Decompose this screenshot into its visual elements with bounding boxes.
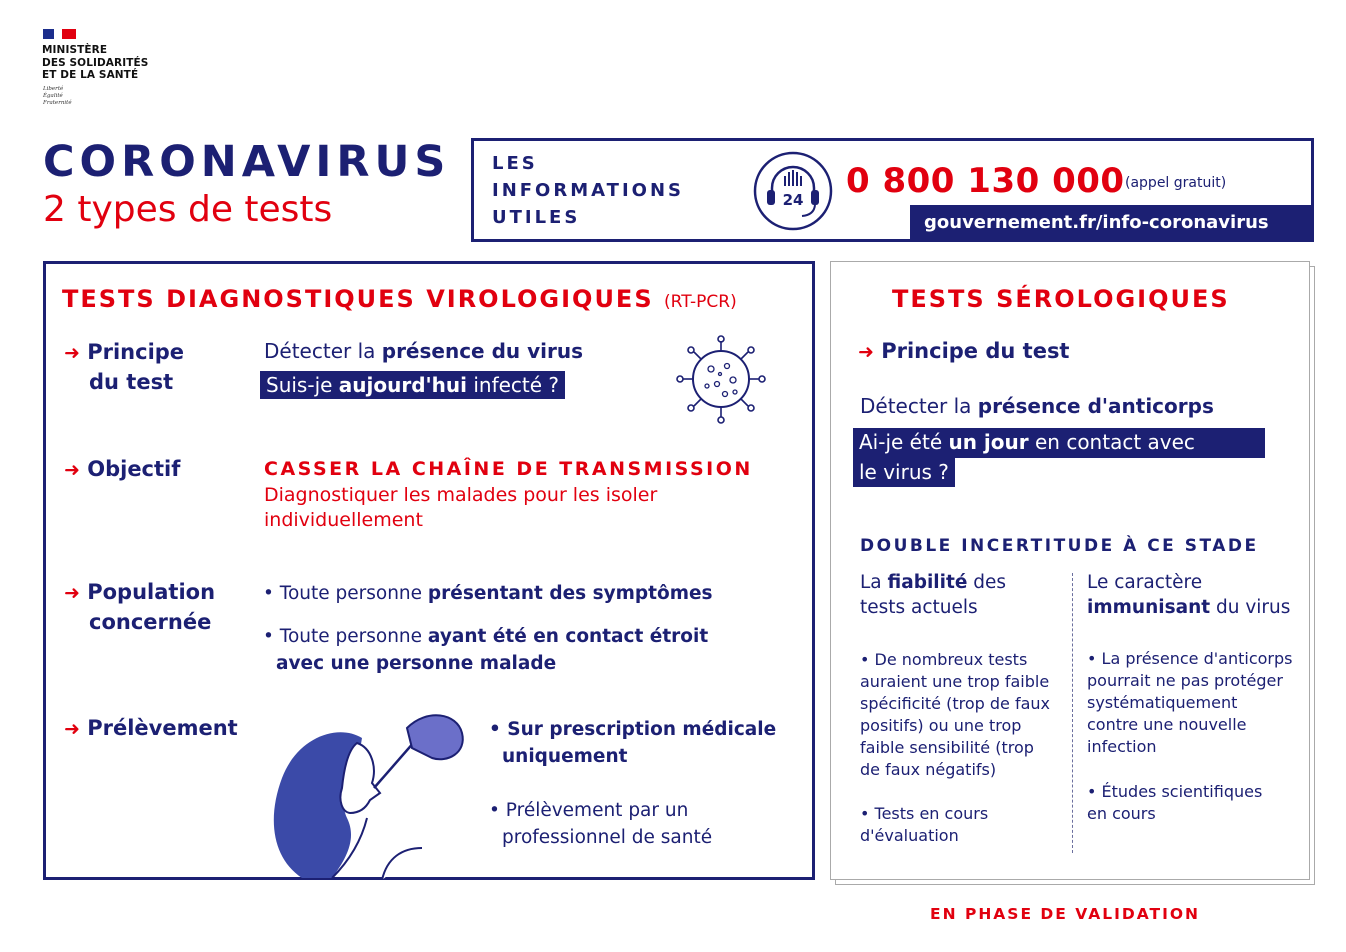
population-bullet-2-pre: • Toute personne (263, 626, 428, 647)
reliability-bullet-1-line: • De nombreux tests (860, 650, 1028, 669)
principle-label-line1: Principe (87, 340, 185, 364)
arrow-right-icon: ➜ (64, 582, 80, 604)
objective-text-line1: Diagnostiquer les malades pour les isoler (264, 484, 658, 506)
question-post: infecté ? (467, 373, 560, 397)
reliability-bullet-1-line: auraient une trop faible (860, 672, 1050, 691)
immunizing-bullet-1 (1087, 648, 1292, 758)
virologic-title (62, 282, 737, 319)
serologic-question-line2: le virus ? (853, 458, 955, 487)
virologic-principle-text (264, 337, 583, 365)
sampling-bullet-2-line2: professionnel de santé (502, 827, 713, 848)
arrow-right-icon: ➜ (64, 459, 80, 481)
objective-text (264, 483, 657, 533)
reliability-bullet-1-line: spécificité (trop de faux (860, 694, 1051, 713)
phone-number[interactable]: 0 800 130 000 (846, 161, 1125, 201)
double-uncertainty-title: DOUBLE INCERTITUDE À CE STADE (860, 536, 1259, 556)
reliability-heading-pre: La (860, 572, 888, 593)
ministry-name: MINISTÈRE DES SOLIDARITÉS ET DE LA SANTÉ (42, 44, 149, 81)
french-flag-logo (43, 29, 76, 39)
reliability-heading-bold: fiabilité (887, 572, 968, 593)
objective-caps: CASSER LA CHAÎNE DE TRANSMISSION (264, 458, 753, 480)
population-label-line2: concernée (89, 610, 212, 634)
reliability-heading (860, 570, 1006, 620)
population-label-line1: Population (87, 580, 216, 604)
population-bullet-1 (263, 580, 713, 607)
principle-label-line2: du test (89, 370, 174, 394)
validation-status: EN PHASE DE VALIDATION (930, 905, 1201, 923)
sampling-bullet-1-line1: • Sur prescription médicale (489, 719, 777, 740)
population-bullet-2-bold: ayant été en contact étroit (427, 626, 709, 647)
immunizing-bullet-1-line: pourrait ne pas protéger (1087, 671, 1283, 690)
immunizing-bullet-1-line: contre une nouvelle (1087, 715, 1247, 734)
info-url-link[interactable]: gouvernement.fr/info-coronavirus (910, 205, 1313, 241)
sampling-bullet-2-line1: • Prélèvement par un (489, 800, 689, 821)
objective-label (64, 455, 180, 485)
question-bold: aujourd'hui (338, 373, 467, 397)
reliability-heading-post: des (967, 572, 1007, 593)
arrow-right-icon: ➜ (64, 718, 80, 740)
serologic-principle-label-text: Principe du test (881, 339, 1070, 363)
reliability-bullet-2 (860, 803, 988, 847)
principle-label (64, 338, 184, 397)
page-subtitle: 2 types de tests (43, 189, 333, 230)
immunizing-bullet-2-line: • Études scientifiques (1087, 782, 1263, 801)
serologic-principle-label (858, 337, 1069, 367)
population-bullet-1-bold: présentant des symptômes (427, 583, 713, 604)
virologic-title-text: TESTS DIAGNOSTIQUES VIROLOGIQUES (62, 285, 654, 313)
virologic-question (260, 371, 565, 399)
reliability-bullet-2-line: d'évaluation (860, 826, 959, 845)
sampling-label (64, 714, 238, 744)
headset-number: 24 (782, 191, 804, 209)
serologic-question-pre: Ai-je été (859, 430, 949, 454)
arrow-right-icon: ➜ (858, 341, 874, 363)
arrow-right-icon: ➜ (64, 342, 80, 364)
population-bullet-2-line2: avec une personne malade (276, 653, 557, 674)
reliability-bullet-2-line: • Tests en cours (860, 804, 989, 823)
population-label (64, 578, 215, 637)
page-title: CORONAVIRUS (43, 137, 451, 187)
serologic-principle-text (860, 392, 1214, 420)
population-bullet-2 (263, 623, 708, 677)
reliability-bullet-1-line: faible sensibilité (trop (860, 738, 1034, 757)
serologic-title: TESTS SÉROLOGIQUES (892, 285, 1230, 313)
info-banner-title: LES INFORMATIONS UTILES (492, 153, 684, 228)
sampling-bullet-1 (489, 716, 776, 770)
sampling-bullet-1-line2: uniquement (502, 746, 628, 767)
headset-24-icon (752, 150, 834, 232)
immunizing-bullet-1-line: systématiquement (1087, 693, 1238, 712)
immunizing-heading-bold: immunisant (1087, 597, 1211, 618)
reliability-bullet-1 (860, 649, 1050, 781)
sampling-bullet-2 (489, 797, 712, 851)
serologic-question-line1 (853, 428, 1265, 458)
principle-text-pre: Détecter la (264, 339, 382, 363)
question-pre: Suis-je (266, 373, 339, 397)
reliability-bullet-1-line: de faux négatifs) (860, 760, 997, 779)
serologic-text-bold: présence d'anticorps (977, 394, 1214, 418)
immunizing-bullet-2-line: en cours (1087, 804, 1156, 823)
principle-text-bold: présence du virus (381, 339, 583, 363)
virus-icon (675, 334, 767, 424)
objective-text-line2: individuellement (264, 509, 423, 531)
serologic-text-pre: Détecter la (860, 394, 978, 418)
republic-motto: Liberté Égalité Fraternité (43, 86, 72, 106)
nasal-swab-illustration (262, 708, 472, 880)
column-divider (1072, 573, 1073, 853)
immunizing-bullet-2 (1087, 781, 1262, 825)
immunizing-heading (1087, 570, 1290, 620)
immunizing-heading-post: du virus (1210, 597, 1291, 618)
immunizing-bullet-1-line: • La présence d'anticorps (1087, 649, 1293, 668)
immunizing-bullet-1-line: infection (1087, 737, 1157, 756)
serologic-question-post: en contact avec (1028, 430, 1195, 454)
phone-note: (appel gratuit) (1125, 175, 1227, 191)
reliability-bullet-1-line: positifs) ou une trop (860, 716, 1022, 735)
serologic-question-bold: un jour (948, 430, 1029, 454)
virologic-title-note: (RT-PCR) (663, 292, 737, 312)
population-bullet-1-pre: • Toute personne (263, 583, 428, 604)
sampling-label-text: Prélèvement (87, 716, 238, 740)
reliability-heading-line2: tests actuels (860, 597, 978, 618)
objective-label-text: Objectif (87, 457, 181, 481)
immunizing-heading-line1: Le caractère (1087, 572, 1203, 593)
